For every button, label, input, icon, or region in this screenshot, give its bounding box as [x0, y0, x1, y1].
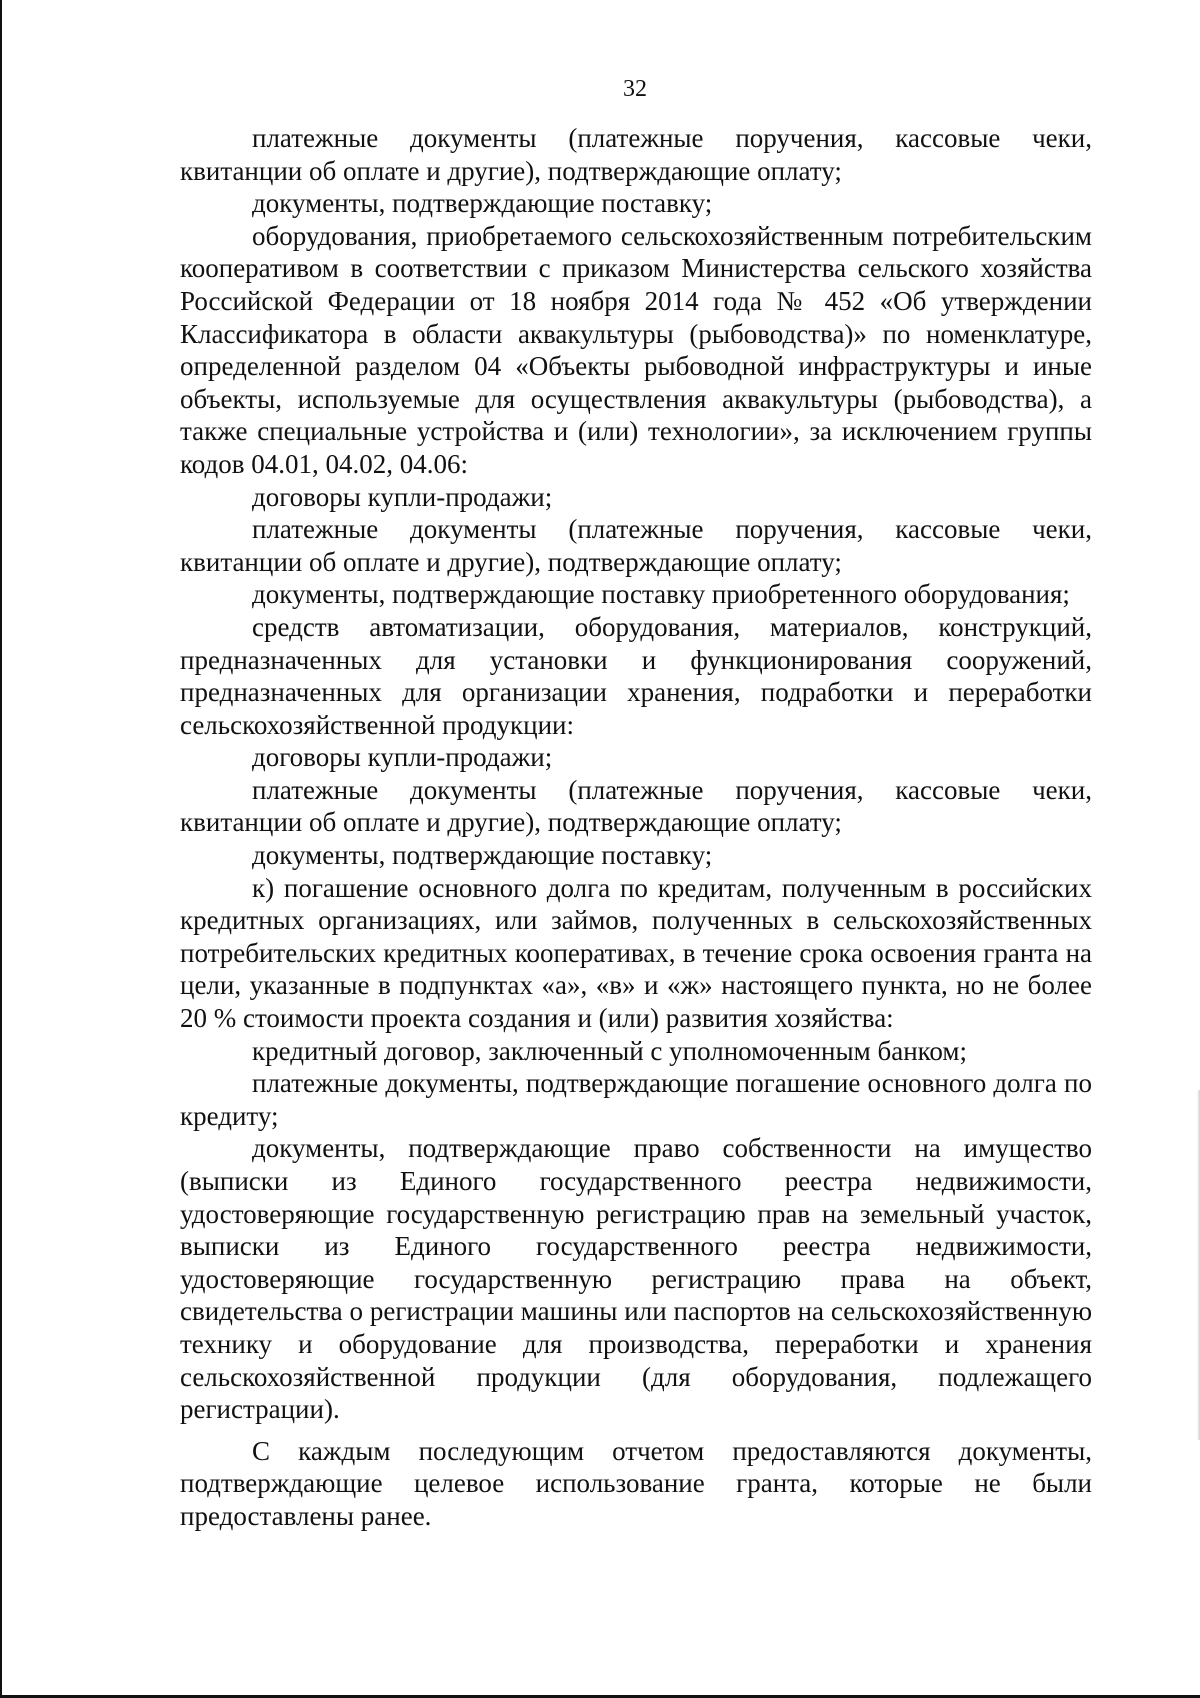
page-number: 32 — [623, 76, 647, 102]
paragraph-delivery-docs-2: документы, подтверждающие поставку приобретенного оборудования; — [252, 579, 1070, 610]
paragraph-delivery-docs-3: документы, подтверждающие поставку; — [252, 840, 713, 871]
paragraph-sale-contracts-2: договоры купли-продажи; — [252, 742, 553, 773]
paragraph-delivery-docs-1: документы, подтверждающие поставку; — [252, 188, 713, 219]
paragraph-credit-agreement: кредитный договор, заключенный с уполномоченным банком; — [252, 1035, 967, 1066]
paragraph-subsequent-reports: С каждым последующим отчетом предоставляются документы, подтверждающие целевое использование гранта, которые не были предоставлены ранее. — [180, 1435, 1092, 1531]
paragraph-ownership-docs: документы, подтверждающие право собственности на имущество (выписки из Единого государственного реестра недвижимости, удостоверяющие государственную регистрацию прав на земельный участок, выписки из Единого государственного реестра недвижимости, удостоверяющие государственную регистрацию права на объект, свидетельства о регистрации машины или паспортов на сельскохозяйственную технику и оборудование для производства, переработки и хранения сельскохозяйственной продукции (для оборудования, подлежащего регистрации). — [180, 1133, 1092, 1425]
paragraph-sale-contracts-1: договоры купли-продажи; — [252, 481, 553, 512]
paragraph-repayment-docs: платежные документы, подтверждающие погашение основного долга по кредиту; — [180, 1068, 1092, 1131]
paragraph-automation-means: средств автоматизации, оборудования, материалов, конструкций, предназначенных для установки и функционирования сооружений, предназначенных для организации хранения, подработки и переработки сельскохозяйственной продукции: — [180, 611, 1092, 740]
document-body — [180, 122, 1092, 1533]
paragraph-item-k-loan-repayment: к) погашение основного долга по кредитам, полученным в российских кредитных организациях, или займов, полученных в сельскохозяйственных потребительских кредитных кооперативах, в течение срока освоения гранта на цели, указанные в подпунктах «а», «в» и «ж» настоящего пункта, но не более 20 % стоимости проекта создания и (или) развития хозяйства: — [180, 872, 1092, 1034]
paragraph-cooperative-equipment: оборудования, приобретаемого сельскохозяйственным потребительским кооперативом в соответствии с приказом Министерства сельского хозяйства Российской Федерации от 18 ноября 2014 года № 452 «Об утверждении Классификатора в области аквакультуры (рыбоводства)» по номенклатуре, определенной разделом 04 «Объекты рыбоводной инфраструктуры и иные объекты, используемые для осуществления аквакультуры (рыбоводства), а также специальные устройства и (или) технологии», за исключением группы кодов 04.01, 04.02, 04.06: — [180, 220, 1092, 479]
paragraph-payment-docs-2: платежные документы (платежные поручения, кассовые чеки, квитанции об оплате и другие), подтверждающие оплату; — [180, 514, 1092, 577]
paragraph-payment-docs-3: платежные документы (платежные поручения, кассовые чеки, квитанции об оплате и другие), подтверждающие оплату; — [180, 774, 1092, 838]
paragraph-payment-docs-1: платежные документы (платежные поручения, кассовые чеки, квитанции об оплате и другие), подтверждающие оплату; — [180, 123, 1092, 186]
